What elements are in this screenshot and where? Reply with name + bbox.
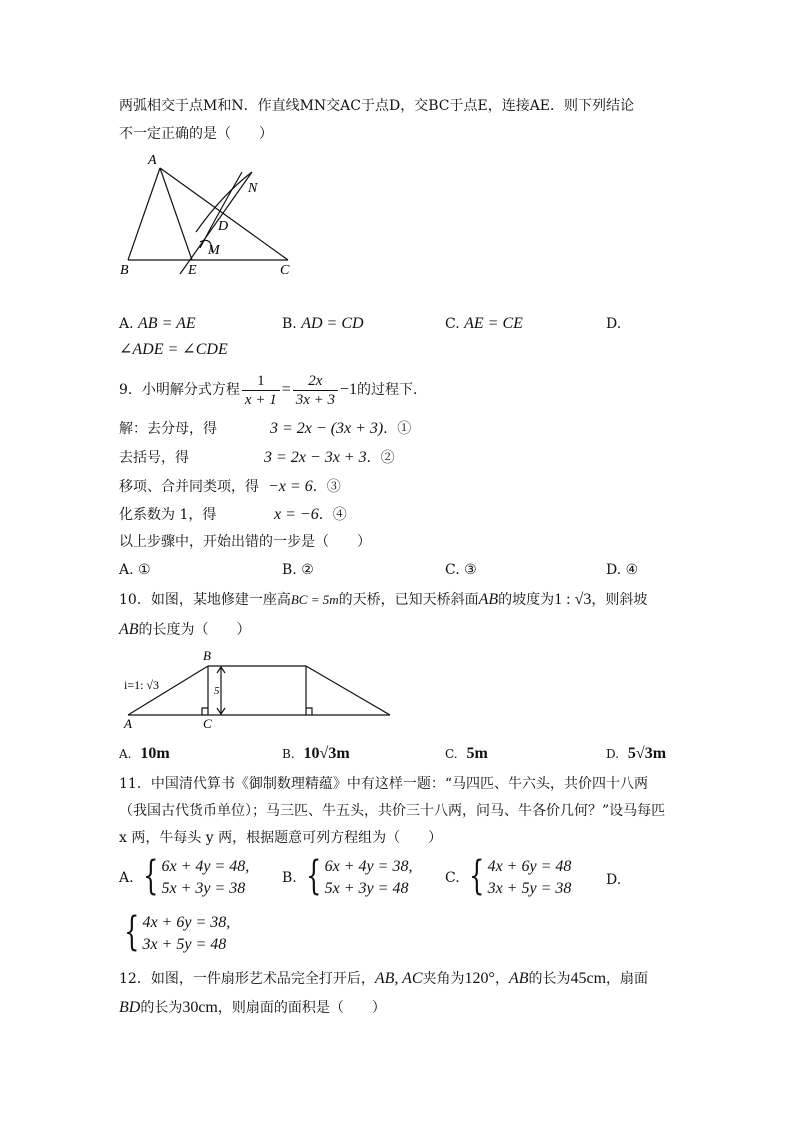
q9-step-2-mark: ．② <box>366 450 395 466</box>
q8-option-b-text: AD = CD <box>301 315 364 332</box>
q11-option-d-system <box>119 909 231 956</box>
q10-right-angle-right <box>306 708 312 715</box>
q8-line-mn <box>180 172 252 274</box>
q11-option-d-row1: 4x + 6y = 38, <box>142 914 231 931</box>
q12-stem-len-ab: 45cm <box>570 970 607 987</box>
q8-stem-line1: 两弧相交于点M和N．作直线MN交AC于点D，交BC于点E，连接AE．则下列结论 <box>119 98 635 114</box>
q12-stem-b: 夹角为 <box>422 971 465 987</box>
q9-frac1-den: x + 1 <box>244 391 277 408</box>
q9-option-c[interactable]: C. ③ <box>445 562 477 578</box>
q8-label-d: D <box>218 219 229 234</box>
q9-step-1 <box>119 419 217 439</box>
q9-step-3-eq-wrap <box>268 477 341 497</box>
q11-option-b-letter: B. <box>282 870 297 886</box>
q11-option-c-row2: 3x + 5y = 38 <box>487 880 572 897</box>
q11-option-d-brace: { <box>124 909 140 955</box>
q10-stem-rest: 的长度为（ ） <box>138 622 251 638</box>
q12-stem-g: ，则扇面的面积是（ ） <box>217 1000 386 1016</box>
q10-slope-label: i=1: √3 <box>124 678 160 692</box>
q10-stem-bc: BC = 5m <box>290 592 339 607</box>
q10-height-label: 5 <box>214 685 220 697</box>
q11-stem-line3: x 两，牛每头 y 两，根据题意可列方程组为（ ） <box>119 830 443 846</box>
q12-stem-ab-ac: AB, AC <box>374 970 423 987</box>
q10-label-a: A <box>124 716 132 731</box>
q11-option-c-brace: { <box>469 853 485 899</box>
q11-option-b-row2: 5x + 3y = 48 <box>324 880 409 897</box>
q8-option-d[interactable] <box>606 314 621 334</box>
q9-step-4-mark: ．④ <box>318 507 347 523</box>
q11-option-b-system <box>301 853 413 900</box>
q8-label-n: N <box>248 181 258 196</box>
q8-segment-ac <box>160 168 288 260</box>
q11-option-c-system <box>464 853 572 900</box>
q8-arc-2 <box>200 172 242 248</box>
q8-label-e: E <box>188 263 197 278</box>
q12-stem-line1 <box>119 969 648 989</box>
q12-stem-d: 的长为 <box>528 971 571 987</box>
q9-fraction-1 <box>242 372 280 409</box>
q12-stem-bd: BD <box>119 999 141 1016</box>
q10-option-b-letter: B. <box>282 747 295 761</box>
q9-fraction-2 <box>293 372 338 409</box>
q9-option-d[interactable]: D. ④ <box>606 562 639 578</box>
q11-option-b-row1: 6x + 4y = 38, <box>324 858 413 875</box>
q11-option-c-letter: C. <box>445 870 460 886</box>
q11-option-d-body <box>119 909 231 956</box>
q12-stem-c: ， <box>494 971 509 987</box>
q8-option-d-letter: D. <box>606 316 622 332</box>
q10-label-c: C <box>203 716 212 731</box>
q10-option-c-text: 5m <box>466 745 488 762</box>
q11-option-d-letter: D. <box>606 872 622 888</box>
q9-question: 以上步骤中，开始出错的一步是（ ） <box>119 534 371 550</box>
q8-option-b[interactable] <box>282 314 364 334</box>
q10-label-b: B <box>203 648 211 663</box>
q8-label-m: M <box>208 243 220 258</box>
q11-option-d[interactable] <box>606 870 621 890</box>
q8-option-a-text: AB = AE <box>138 315 196 332</box>
q11-option-d-row2: 3x + 5y = 48 <box>142 936 227 953</box>
q12-stem-len-bd: 30cm <box>182 999 218 1016</box>
q9-option-a[interactable]: A. ① <box>119 562 151 578</box>
q10-option-d[interactable] <box>606 744 666 764</box>
q12-stem-ab: AB <box>508 970 529 987</box>
q10-stem-ab: AB <box>478 591 499 608</box>
q10-stem-b: 的天桥，已知天桥斜面 <box>338 592 479 608</box>
q12-stem-e: ，扇面 <box>606 971 649 987</box>
q11-option-a-letter: A. <box>119 870 134 886</box>
q8-option-d-text <box>119 340 228 360</box>
q10-stem-ab-2: AB <box>119 621 139 638</box>
q8-option-c-text: AE = CE <box>464 315 523 332</box>
q11-stem-line1: 11．中国清代算书《御制数理精蕴》中有这样一题：“马四匹、牛六头，共价四十八两 <box>119 776 648 792</box>
q11-option-a-system <box>138 853 250 900</box>
q10-figure <box>116 646 396 732</box>
q12-stem-line2 <box>119 998 386 1018</box>
q9-step-2-eq-wrap <box>264 448 395 468</box>
q9-step-2-eq: 3 = 2x − 3x + 3 <box>264 449 367 466</box>
q9-step-4 <box>119 505 216 525</box>
q10-option-a-text: 10m <box>140 745 170 762</box>
q8-option-d-formula: ∠ADE = ∠CDE <box>119 341 228 358</box>
q9-step-1-eq: 3 = 2x − (3x + 3) <box>270 420 384 437</box>
q8-stem-line2: 不一定正确的是（ ） <box>119 126 273 142</box>
q10-stem-a: 10．如图，某地修建一座高 <box>119 592 291 608</box>
q9-stem-prefix: 9．小明解分式方程 <box>119 382 240 398</box>
q10-stem-line2 <box>119 620 251 640</box>
q11-option-b-brace: { <box>306 853 322 899</box>
q10-stem-d: ，则斜坡 <box>591 592 648 608</box>
q9-frac2-den: 3x + 3 <box>295 391 336 408</box>
q11-option-a[interactable] <box>119 853 250 900</box>
q9-option-b[interactable]: B. ② <box>282 562 314 578</box>
q8-label-b: B <box>120 263 129 278</box>
q8-option-a-letter: A. <box>119 316 134 332</box>
q10-option-b-text: 10√3m <box>303 745 350 762</box>
q9-stem-suffix: 的过程下． <box>357 382 428 398</box>
q9-step-4-eq-wrap <box>274 505 347 525</box>
q9-step-1-eq-wrap <box>270 419 411 439</box>
q8-option-c-letter: C. <box>445 316 460 332</box>
q9-frac1-num: 1 <box>242 372 280 391</box>
q8-figure <box>112 150 312 280</box>
q10-option-b[interactable] <box>282 744 350 764</box>
q8-segment-ab <box>128 168 160 260</box>
q9-step-3-eq: −x = 6 <box>268 478 313 495</box>
q11-option-a-row2: 5x + 3y = 38 <box>161 880 246 897</box>
q9-step-3-mark: ．③ <box>312 479 341 495</box>
q9-stem <box>119 370 427 410</box>
q10-stem-line1 <box>119 590 647 610</box>
q11-stem-line2: （我国古代货币单位）；马三匹、牛五头，共价三十八两，问马、牛各价几何？”设马每匹 <box>119 803 666 819</box>
q9-equals: = <box>281 381 291 398</box>
q9-step-3 <box>119 477 259 497</box>
q9-step-4-label: 化系数为 1，得 <box>119 507 217 523</box>
q12-stem-f: 的长为 <box>140 1000 183 1016</box>
q11-option-c-row1: 4x + 6y = 48 <box>487 858 572 875</box>
q9-step-2 <box>119 448 189 468</box>
q8-label-c: C <box>280 263 290 278</box>
q11-option-a-row1: 6x + 4y = 48, <box>161 858 250 875</box>
q10-option-d-letter: D. <box>606 747 620 761</box>
q10-option-c-letter: C. <box>445 747 458 761</box>
q8-label-a: A <box>148 153 157 168</box>
q11-option-c[interactable] <box>445 853 572 900</box>
q9-step-1-mark: ．① <box>383 421 412 437</box>
q10-stem-c: 的坡度为 <box>498 592 555 608</box>
q8-segment-ae <box>160 168 192 260</box>
q10-slope-right <box>306 666 390 715</box>
q8-option-c[interactable] <box>445 314 523 334</box>
q9-frac2-num: 2x <box>293 372 338 391</box>
q12-stem-a: 12．如图，一件扇形艺术品完全打开后， <box>119 971 375 987</box>
q10-stem-slope: 1 : √3 <box>554 591 592 608</box>
q9-step-3-label: 移项、合并同类项，得 <box>119 479 259 495</box>
q10-right-angle-left <box>202 708 208 715</box>
q8-option-b-letter: B. <box>282 316 297 332</box>
q10-option-a-letter: A. <box>119 747 132 761</box>
q10-option-d-text: 5√3m <box>627 745 667 762</box>
q10-option-c[interactable] <box>445 744 488 764</box>
q11-option-b[interactable] <box>282 853 413 900</box>
q9-step-1-label: 解：去分母，得 <box>119 421 217 437</box>
q8-option-a[interactable] <box>119 314 196 334</box>
q10-option-a[interactable] <box>119 744 170 764</box>
q9-step-4-eq: x = −6 <box>274 506 319 523</box>
q9-step-2-label: 去括号，得 <box>119 450 189 466</box>
q11-option-a-brace: { <box>143 853 159 899</box>
q12-stem-angle: 120° <box>464 970 495 987</box>
q9-minus-one: −1 <box>340 381 358 398</box>
